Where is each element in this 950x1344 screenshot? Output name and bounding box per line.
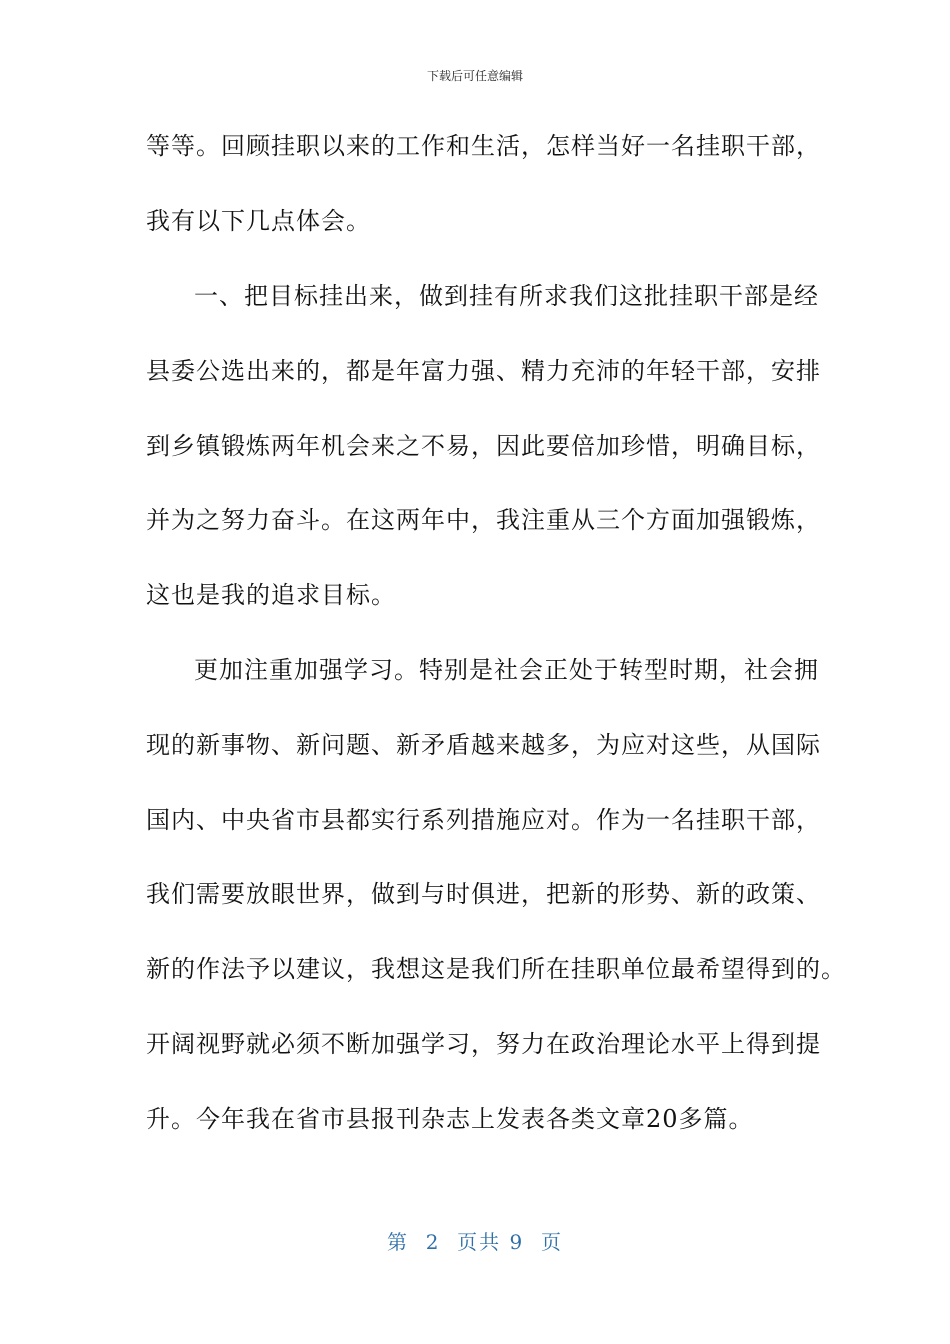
body-line: 我们需要放眼世界，做到与时俱进，把新的形势、新的政策、 (146, 880, 821, 908)
body-line: 更加注重加强学习。特别是社会正处于转型时期，社会拥 (194, 656, 819, 684)
body-line: 这也是我的追求目标。 (146, 581, 396, 609)
body-line: 一、把目标挂出来，做到挂有所求我们这批挂职干部是经 (194, 282, 819, 310)
body-line: 到乡镇锻炼两年机会来之不易，因此要倍加珍惜，明确目标， (146, 432, 821, 460)
body-line: 现的新事物、新问题、新矛盾越来越多，为应对这些，从国际 (146, 731, 821, 759)
body-line: 国内、中央省市县都实行系列措施应对。作为一名挂职干部， (146, 806, 821, 834)
body-line: 等等。回顾挂职以来的工作和生活，怎样当好一名挂职干部， (146, 132, 821, 160)
body-line: 县委公选出来的，都是年富力强、精力充沛的年轻干部，安排 (146, 357, 821, 385)
page-number: 第 2 页共 9 页 (387, 1230, 563, 1254)
body-line: 升。今年我在省市县报刊杂志上发表各类文章20多篇。 (146, 1105, 754, 1133)
body-line: 新的作法予以建议，我想这是我们所在挂职单位最希望得到的。 (146, 955, 846, 983)
header-note: 下载后可任意编辑 (426, 69, 523, 83)
body-line: 并为之努力奋斗。在这两年中，我注重从三个方面加强锻炼， (146, 506, 821, 534)
body-line: 开阔视野就必须不断加强学习，努力在政治理论水平上得到提 (146, 1030, 821, 1058)
body-line: 我有以下几点体会。 (146, 207, 371, 235)
